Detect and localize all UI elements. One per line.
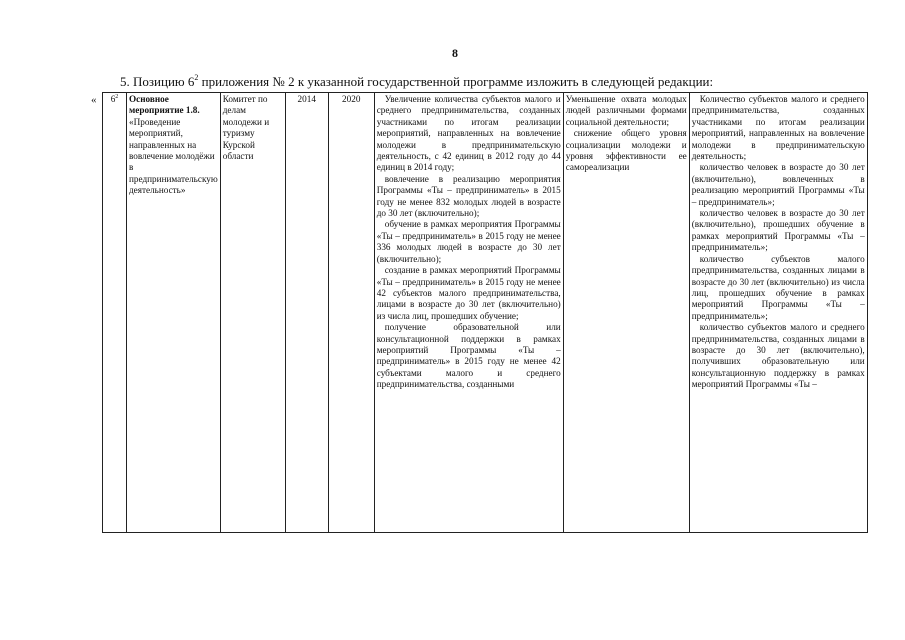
opening-quote: « [91, 94, 97, 106]
consequence-paragraph: Уменьшение охвата молодых людей различными формами социальной деятельности; [565, 94, 687, 127]
heading-prefix: 5. Позицию 6 [120, 74, 195, 89]
indicator-paragraph: Количество субъектов малого и среднего предпринимательства, созданных участниками по итогам реализации мероприятий, направленных на вовлечение молодежи в предпринимательскую деятельность; [691, 94, 865, 162]
amendment-heading [120, 74, 713, 90]
consequences-cell [563, 93, 689, 533]
indicator-paragraph: количество человек в возрасте до 30 лет (включительно), вовлеченных в реализацию мероприятий Программы «Ты – предприниматель»; [691, 162, 865, 207]
heading-superscript: 2 [194, 73, 199, 82]
position-number-cell [103, 93, 127, 533]
result-paragraph: вовлечение в реализацию мероприятия Программы «Ты – предприниматель» в 2015 году не менее 832 молодых людей в возрасте до 30 лет (включительно); [376, 173, 561, 219]
start-year-cell [285, 93, 328, 533]
end-year: 2020 [342, 94, 361, 104]
executor-cell [220, 93, 285, 533]
position-number-superscript: 2 [115, 94, 119, 100]
result-paragraph: создание в рамках мероприятий Программы «Ты – предприниматель» в 2015 году не менее 42 субъектов малого предпринимательства, лицами в возрасте до 30 лет (включительно) из числа лиц, прошедших обучение; [376, 265, 561, 321]
position-number: 6 [110, 94, 116, 104]
heading-suffix: приложения № 2 к указанной государственной программе изложить в следующей редакции: [198, 74, 714, 89]
result-paragraph: обучение в рамках мероприятия Программы «Ты – предприниматель» в 2015 году не менее 336 молодых людей в возрасте до 30 лет (включительно); [376, 219, 561, 264]
start-year: 2014 [297, 94, 316, 104]
expected-results-cell [374, 93, 563, 533]
event-cell [127, 93, 221, 533]
page-number: 8 [452, 46, 458, 60]
table-row [103, 93, 868, 533]
indicator-paragraph: количество субъектов малого предпринимательства, созданных лицами в возрасте до 30 лет (включительно) из числа лиц, прошедших обучение в рамках мероприятий Программы «Ты – предприниматель»; [691, 253, 865, 321]
event-description: «Проведение мероприятий, направленных на вовлечение молодёжи в предпринимательскую деятельность» [129, 116, 218, 196]
result-paragraph: получение образовательной или консультационной поддержки в рамках мероприятий Программы «Ты – предприниматель» в 2015 году не менее 42 субъектами малого и среднего предпринимательства, созданными [376, 322, 561, 390]
result-paragraph: Увеличение количества субъектов малого и среднего предпринимательства, созданных участниками по итогам реализации мероприятий, направленных на вовлечение молодежи в предпринимательскую деятельность, с 42 единиц в 2012 году до 44 единиц в 2014 году; [376, 94, 561, 173]
indicator-paragraph: количество человек в возрасте до 30 лет (включительно), прошедших обучение в рамках мероприятий Программы «Ты – предприниматель»; [691, 208, 865, 253]
end-year-cell [328, 93, 374, 533]
indicator-paragraph: количество субъектов малого и среднего предпринимательства, созданных лицами в возрасте до 30 лет (включительно), получивших образовательную или консультационную поддержку в рамках мероприятий Программы «Ты – [691, 322, 865, 390]
consequence-paragraph: снижение общего уровня социализации молодежи и уровня эффективности ее самореализации [565, 128, 687, 173]
indicators-cell [689, 93, 867, 533]
program-table [102, 92, 868, 533]
event-title: Основное мероприятие 1.8. [129, 94, 200, 116]
executor: Комитет по делам молодежи и туризму Курской области [222, 94, 270, 162]
